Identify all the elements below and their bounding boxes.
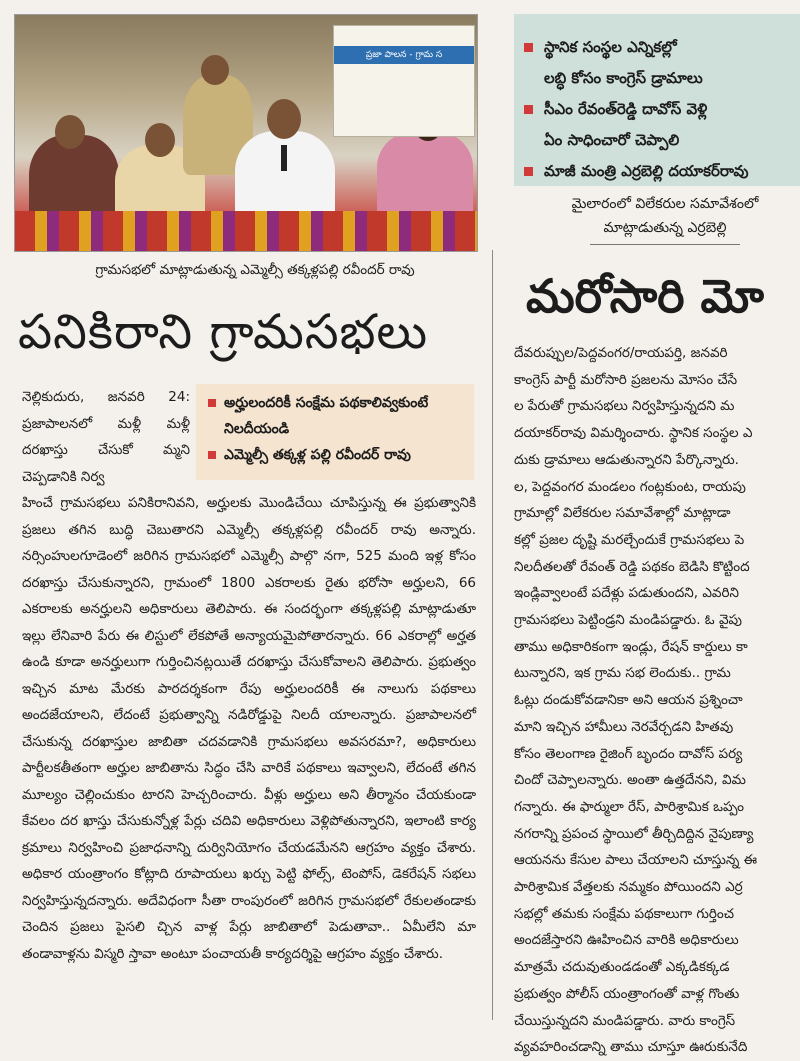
body-line: కల్లో ప్రజల దృష్టి మరల్చేందుకే గ్రామసభలు పె: [514, 531, 745, 548]
article-photo-gramasabha: [14, 14, 478, 252]
photo-caption-line: మైలారంలో విలేకరుల సమావేశంలో: [571, 196, 759, 212]
body-line: గ్రామసభలు పెట్టిండ్రని మండిపడ్డారు. ఓ వైపు: [514, 612, 743, 629]
highlight-item: ఎమ్మెల్సీ తక్కళ్ల పల్లి రవీందర్ రావు: [202, 442, 468, 468]
photo-banner: [333, 25, 475, 137]
photo-caption-left: గ్రామసభలో మాట్లాడుతున్న ఎమ్మెల్సీ తక్కళ్లపల్లి రవీందర్ రావు: [95, 262, 415, 278]
headline-right: మరోసారి మో: [526, 269, 764, 323]
highlight-item: సీఎం రేవంత్‌రెడ్డి దావోస్ వెళ్లి: [514, 94, 800, 125]
body-line: దేవరుప్పుల/పెద్దవంగర/రాయపర్తి, జనవరి: [514, 345, 728, 361]
body-line: నిలదీతలతో రేవంత్ రెడ్డి పథకం బెడిసి కొట్టింద: [514, 558, 750, 575]
highlight-box-left: [196, 384, 474, 480]
microphone-icon: [281, 145, 287, 171]
photo-person-head: [201, 55, 229, 85]
photo-caption-line: మాట్లాడుతున్న ఎర్రబెల్లి: [603, 220, 727, 236]
photo-person-head: [145, 123, 175, 157]
body-line: ఓట్లు దండుకోవడానికా అని ఆయన ప్రశ్నించా: [514, 692, 743, 709]
highlight-item: లబ్ధి కోసం కాంగ్రెస్ డ్రామాలు: [544, 69, 703, 87]
headline-left: పనికిరాని గ్రామసభలు: [18, 304, 429, 360]
body-line: మాత్రమే చదువుతుండడంతో ఎక్కడికక్కడ: [514, 959, 730, 976]
body-line: గ్రామాల్లో విలేకరుల సమావేశాల్లో మాట్లాడా: [514, 505, 731, 522]
body-line: సభల్లో తమకు సంక్షేమ పథకాలుగా గుర్తించ: [514, 905, 734, 922]
body-line: ల పేరుతో గ్రామసభలు నిర్వహిస్తున్నదని మ: [514, 398, 735, 415]
highlight-item: అర్హులందరికీ సంక్షేమ పథకాలివ్వకుంటే నిలదీయండి: [202, 390, 468, 442]
body-line: చేయిస్తున్నదని మండిపడ్డారు. వారు కాంగ్రెస్: [514, 1012, 736, 1029]
body-line: తాము అధికారికంగా ఇండ్లు, రేషన్ కార్డులు కా: [514, 638, 748, 655]
body-line: వ్యవహరించడాన్ని తాము చూస్తూ ఊరుకునేది: [514, 1039, 748, 1056]
photo-speaker-head: [267, 99, 301, 139]
highlight-box-right: [514, 14, 800, 186]
article-body-right: [514, 340, 800, 1056]
body-line: దుకు డ్రామాలు ఆడుతున్నారని పేర్కొన్నారు.: [514, 451, 739, 468]
caption-underline: [590, 244, 740, 245]
body-line: అందజేస్తారని ఊహించిన వారికి అధికారులు: [514, 932, 739, 949]
photo-banner-text: ప్రజా పాలన - గ్రామ స: [334, 46, 474, 64]
article-body-left: హించే గ్రామసభలు పనికిరానివని, అర్హులకు మొండిచేయి చూపిస్తున్న ఈ ప్రభుత్వానికి ప్రజలు తగిన బుద్ధి చెబుతారని ఎమ్మెల్సీ తక్కళ్లపల్లి రవీందర్ రావు అన్నారు. నర్సింహులగూడెంలో జరిగిన గ్రామసభలో ఎమ్మెల్సీ పాల్గొ నగా, 525 మంది ఇళ్ల కోసం దరఖాస్తు చేసుకున్నారని, గ్రామంలో 1800 ఎకరాలకు రైతు భరోసా అర్హులని, 66 ఎకరాలకు అనర్హులని అధికారులు తెలిపారు. ఈ సందర్భంగా తక్కళ్లపల్లి మాట్లాడుతూ ఇల్లు లేనివారి పేరు ఈ లిస్టులో లేకపోతే అన్యాయమైపోతారన్నారు. 66 ఎకరాల్లో అర్హత ఉండి కూడా అనర్హులుగా గుర్తించినట్లయితే దరఖాస్తు చేసుకోవాలని తెలిపారు. ప్రభుత్వం ఇచ్చిన మాట మేరకు పారదర్శకంగా రేపు అర్హులందరికీ ఈ నాలుగు పథకాలు అందజేయాలని, లేదంటే ప్రభుత్వాన్ని నడిరోడ్డుపై నిలదీ యాలన్నారు. ప్రజాపాలనలో చేసుకున్న దరఖాస్తుల జాబితా చదవడానికి గ్రామసభలు అవసరమా?, అధికారులు పార్టీలకతీతంగా అర్హుల జాబితాను సిద్ధం చేసి వారికే పథకాలు ఇవ్వాలని, లేదంటే తగిన మూల్యం చెల్లించుకుం టారని హెచ్చరించారు. వీళ్లు అర్హులు అని తీర్మానం చేయకుండా కేవలం దర ఖాస్తు చేసుకున్నోళ్ల పేర్లు చదివి అధికారులు వెళ్లిపోతున్నారని, ఇలాంటి కార్య క్రమాలు నిర్వహించి ప్రజాధనాన్ని దుర్వినియోగం చేయడమేనని ఆగ్రహం వ్యక్తం చేశారు. అధికార యంత్రాంగం కోట్లాది రూపాయలు ఖర్చు పెట్టి ఫోల్స్, టెంపోస్, డెకరేషన్ సభలు నిర్వహిస్తున్నదన్నారు. అదేవిధంగా సీతా రాంపురంలో జరిగిన గ్రామసభలో రేకులతండాకు చెందిన ప్రజలు పైసలి చ్చిన వాళ్ల పేర్లు జాబితాలో పెడుతావా.. ఏమీలేని మా తండావాళ్లను విస్మరి స్తావా అంటూ పంచాయతీ కార్యదర్శిపై ఆగ్రహం వ్యక్తం చేశారు.: [22, 495, 476, 962]
body-line: నగరాన్ని ప్రపంచ స్థాయిలో తీర్చిదిద్దిన నైపుణ్యా: [514, 825, 754, 842]
body-line: పారిశ్రామిక వేత్తలకు నమ్మకం పోయిందని ఎర్ర: [514, 879, 743, 896]
highlight-item: మాజీ మంత్రి ఎర్రబెల్లి దయాకర్‌రావు: [514, 156, 800, 187]
photo-caption-right: [540, 192, 790, 245]
body-line: మాని ఇచ్చిన హామీలు నెరవేర్చడని హితవు: [514, 718, 734, 735]
photo-table-cloth: [15, 211, 477, 251]
highlight-item: ఏం సాధించారో చెప్పాలి: [544, 131, 680, 149]
body-line: చిందో చెప్పాలన్నారు. అంతా ఉత్తదేనని, విమ: [514, 772, 746, 789]
body-line: ప్రభుత్వం పోలీస్ యంత్రాంగంతో వాళ్ల గొంతు: [514, 985, 740, 1002]
body-line: కోసం తెలంగాణ రైజింగ్ బృందం దావోస్ పర్య: [514, 745, 743, 762]
article-body-intro: నెల్లికుదురు, జనవరి 24: ప్రజాపాలనలో మళ్లీ మళ్లీ దరఖాస్తు చేసుకో మ్మని చెప్పడానికి నిర్వ: [22, 389, 190, 485]
body-line: టున్నారని, ఇక గ్రామ సభ లెందుకు.. గ్రామ: [514, 665, 731, 682]
body-line: గన్నారు. ఈ ఫార్ములా రేస్, పారిశ్రామిక ఒప్పం: [514, 798, 744, 815]
body-line: ల, పెద్దవంగర మండలం గంట్లకుంట, రాయపు: [514, 478, 746, 495]
highlight-item: స్థానిక సంస్థల ఎన్నికల్లో: [514, 32, 800, 63]
body-line: కాంగ్రెస్ పార్టీ మరోసారి ప్రజలను మోసం చేసే: [514, 371, 738, 388]
photo-person-woman: [377, 131, 473, 221]
photo-person-head: [55, 115, 85, 149]
body-line: ఆయనను కేసుల పాలు చేయాలని చూస్తున్న ఈ: [514, 852, 758, 869]
column-divider: [492, 250, 493, 1020]
body-line: ఇండ్లివ్వాలంటే పదేళ్లు పడుతుందని, ఎవరిని: [514, 585, 740, 602]
body-line: దయాకర్‌రావు విమర్శించారు. స్థానిక సంస్థల ఎ: [514, 425, 753, 442]
